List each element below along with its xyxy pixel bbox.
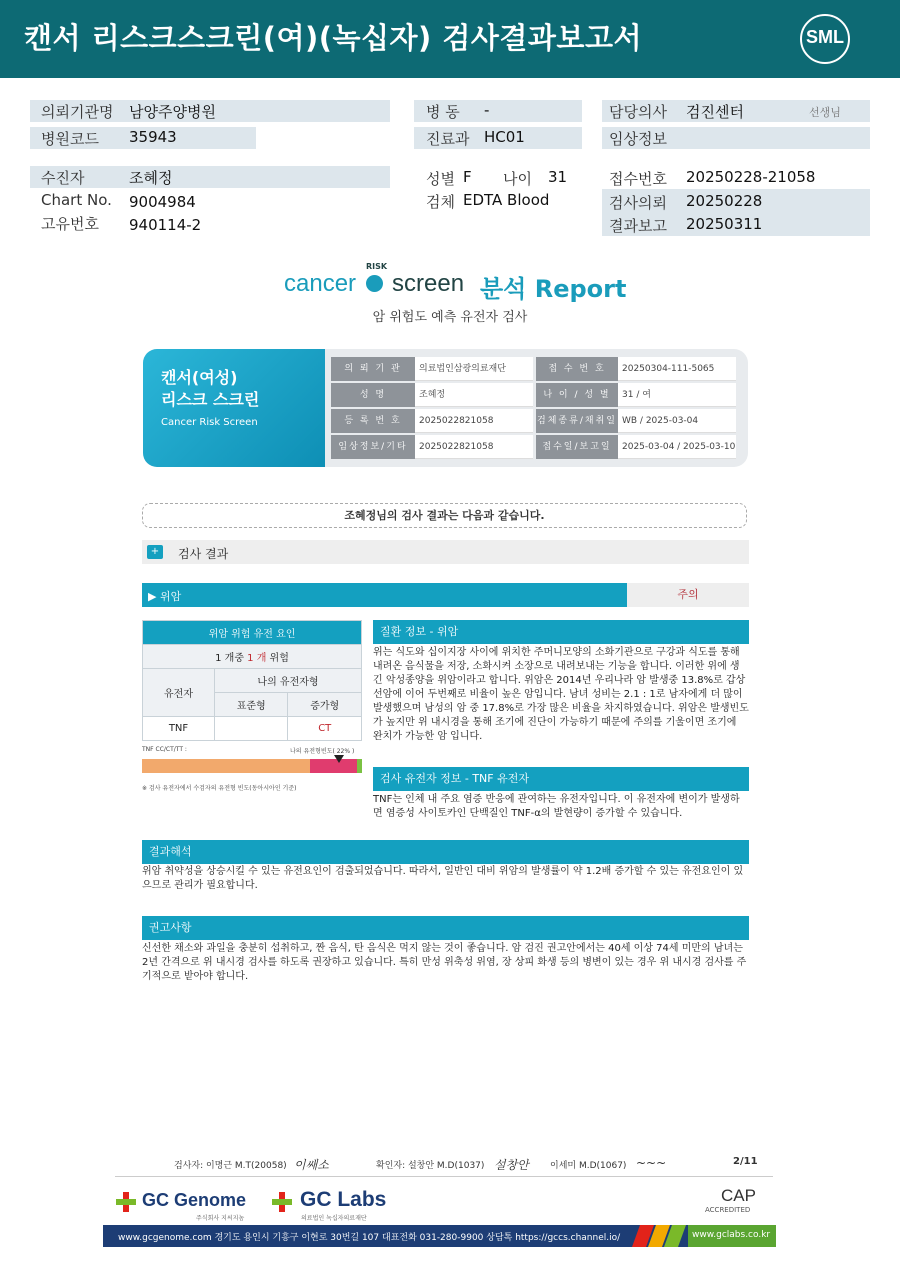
unique-label: 고유번호: [41, 215, 99, 233]
card-key: 접수일/보고일: [536, 435, 618, 459]
card-value: 조혜정: [415, 383, 533, 407]
ward-value: -: [484, 101, 490, 119]
brand-subtitle: 암 위험도 예측 유전자 검사: [372, 310, 528, 325]
examiner-signature: 이쌔소: [294, 1158, 329, 1172]
card-row: [331, 435, 736, 459]
brand-report: 분석 Report: [480, 275, 627, 303]
patient-name: 조혜정: [129, 169, 173, 187]
result-bar-label: ▶ 위암: [148, 590, 182, 603]
summary-card-title-panel: [143, 349, 325, 467]
gene-info-text: TNF는 인체 내 주요 염증 반응에 관여하는 유전자입니다. 이 유전자에 변이가 발생하면 염증성 사이토카인 단백질인 TNF-α의 발현량이 증가할 수 있습니다.: [373, 794, 740, 819]
footer-address: www.gcgenome.com 경기도 용인시 기흥구 이현로 30번길 107 대표전화 031-280-9900 상담톡 https://gccs.channel.io/: [118, 1233, 621, 1243]
table-row: [143, 717, 362, 741]
patient-label: 수진자: [41, 169, 85, 187]
sex-label: 성별: [426, 170, 455, 188]
freq-right-label: 나의 유전형빈도( 22% ): [290, 748, 355, 755]
ward-label: 병 동: [426, 103, 460, 121]
freq-marker-icon: [334, 755, 344, 763]
summary-suffix: 위험: [266, 653, 289, 664]
col-my-header: 나의 유전자형: [215, 669, 362, 693]
disease-info-text: 위는 식도와 십이지장 사이에 위치한 주머니모양의 소화기관으로 구강과 식도를 통해 내려온 음식물을 저장, 소화시켜 소장으로 내려보내는 기능을 합니다. 이러한 위에 생긴 악성종양을 위암이라고 합니다. 위암은 2014년 우리나라 암 발생중 13.8%로 갑상선암에 이어 두번째로 비율이 높은 암입니다. 남녀 성비는 2.1 : 1로 남자에게 더 많이 발생했으며 남성의 암 중 17.8%로 가장 많은 비율을 차지하였습니다. 위암은 발생빈도가 높지만 위 내시경을 통해 조기에 진단이 가능하기 때문에 주의를 기울이면 조기에 완치가 가능한 암 입니다.: [373, 647, 749, 742]
chart-value: 9004984: [129, 193, 196, 211]
gc-labs-name: GC Labs: [300, 1188, 387, 1211]
department-value: HC01: [484, 128, 525, 146]
card-value: 2025022821058: [415, 435, 533, 459]
freq-bar-end-segment: [357, 759, 362, 773]
card-title-line1: 캔서(여성): [161, 368, 238, 387]
examiner: 검사자: 이명근 M.T(20058): [174, 1161, 287, 1171]
inc-value: CT: [288, 717, 362, 741]
interpretation-text: 위암 취약성을 상승시킬 수 있는 유전요인이 검출되었습니다. 따라서, 일반인 대비 위암의 발생률이 약 1.2배 증가할 수 있는 유전요인이 있으므로 관리가 필요합니다.: [142, 866, 744, 891]
confirmer2-signature: ~~~: [636, 1156, 667, 1170]
department-label: 진료과: [426, 130, 470, 148]
cap-sub: ACCREDITED: [705, 1206, 751, 1214]
doctor-label: 담당의사: [609, 103, 667, 121]
hospital-code-value: 35943: [129, 128, 177, 146]
risk-table: [142, 620, 362, 741]
sml-logo-text: SML: [806, 27, 844, 47]
freq-bar: [142, 759, 362, 773]
gc-genome-sub: 주식회사 지씨지놈: [196, 1215, 245, 1222]
card-key: 성 명: [331, 383, 415, 407]
card-key: 검체종류/채취일: [536, 409, 618, 433]
specimen-label: 검체: [426, 193, 455, 211]
summary-count: 1 개: [247, 653, 267, 664]
result-status: 주의: [627, 583, 749, 607]
greeting-box: 조혜정님의 검사 결과는 다음과 같습니다.: [142, 503, 747, 528]
specimen-value: EDTA Blood: [463, 191, 550, 209]
gc-labs-sub: 의료법인 녹십자의료재단: [301, 1215, 367, 1222]
recommendation-text: 신선한 채소와 과일을 충분히 섭취하고, 짠 음식, 탄 음식은 먹지 않는 것이 좋습니다. 암 검진 권고안에서는 40세 이상 74세 미만의 남녀는 2년 간격으로 위 내시경 검사를 하도록 권장하고 있습니다. 특히 만성 위축성 위염, 장 상피 화생 등의 병변이 있는 경우 위 내시경 검사를 주기적으로 받아야 합니다.: [142, 943, 747, 982]
confirmer: 확인자: 설창안 M.D(1037): [376, 1161, 485, 1171]
age-label: 나이: [503, 170, 532, 188]
request-date-value: 20250228: [686, 192, 763, 210]
risk-table-summary: [143, 645, 362, 669]
chart-label: Chart No.: [41, 191, 112, 209]
page-number: 2/11: [733, 1156, 758, 1167]
card-row: [331, 409, 736, 433]
gc-genome-logo-icon: [116, 1192, 136, 1212]
institution-label: 의뢰기관명: [41, 103, 114, 121]
hospital-code-label: 병원코드: [41, 130, 99, 148]
report-date-value: 20250311: [686, 215, 763, 233]
gc-labs-logo-icon: [272, 1192, 292, 1212]
card-key: 임상정보/기타: [331, 435, 415, 459]
result-folder-icon: +: [147, 545, 163, 559]
col-std-header: 표준형: [215, 693, 288, 717]
card-value: 2025022821058: [415, 409, 533, 433]
card-key: 나 이 / 성 별: [536, 383, 618, 407]
footer-website: www.gclabs.co.kr: [692, 1230, 771, 1240]
cancer-risk-screen-brand: [284, 262, 627, 303]
card-title-line2: 리스크 스크린: [161, 390, 260, 409]
unique-value: 940114-2: [129, 216, 202, 234]
card-value: 31 / 여: [618, 383, 736, 407]
doctor-suffix: 선생님: [809, 106, 841, 119]
disease-info-title: 질환 정보 - 위암: [373, 620, 749, 644]
card-value: 의료법인삼광의료재단: [415, 357, 533, 381]
card-key: 의 뢰 기 관: [331, 357, 415, 381]
card-value: WB / 2025-03-04: [618, 409, 736, 433]
interpretation-title: 결과해석: [142, 840, 749, 864]
gene-name: TNF: [143, 717, 215, 741]
confirmer2: 이세미 M.D(1067): [550, 1161, 627, 1171]
card-value: 2025-03-04 / 2025-03-10: [618, 435, 736, 459]
section-header: [142, 540, 749, 564]
brand-screen: screen: [392, 270, 465, 297]
card-title-en: Cancer Risk Screen: [161, 417, 258, 428]
freq-note: ※ 검사 유전자에서 수검자의 유전형 빈도(동아시아인 기준): [142, 785, 297, 792]
result-bar: [142, 583, 627, 607]
summary-prefix: 1 개중: [215, 653, 248, 664]
clinical-info-label: 임상정보: [609, 130, 667, 148]
sex-value: F: [463, 168, 472, 186]
gc-genome-name: GC Genome: [142, 1190, 247, 1210]
card-row: [331, 357, 736, 381]
brand-risk: RISK: [366, 262, 388, 271]
risk-table-title: 위암 위험 유전 요인: [143, 621, 362, 645]
col-inc-header: 증가형: [288, 693, 362, 717]
request-date-label: 검사의뢰: [609, 194, 667, 212]
std-value: [215, 717, 288, 741]
freq-left-label: TNF CC/CT/TT :: [142, 746, 187, 753]
section-title: 검사 결과: [178, 547, 229, 561]
card-value: 20250304-111-5065: [618, 357, 736, 381]
brand-dot-icon: [366, 275, 383, 292]
cap-logo: CAP: [721, 1186, 756, 1205]
institution-value: 남양주양병원: [129, 103, 216, 121]
report-date-label: 결과보고: [609, 217, 667, 235]
report-title: 캔서 리스크스크린(여)(녹십자) 검사결과보고서: [24, 21, 642, 55]
receipt-value: 20250228-21058: [686, 168, 816, 186]
receipt-label: 접수번호: [609, 170, 667, 188]
summary-card-grid: [331, 357, 736, 459]
age-value: 31: [548, 168, 568, 186]
col-gene-header: 유전자: [143, 669, 215, 717]
card-key: 등 록 번 호: [331, 409, 415, 433]
brand-cancer: cancer: [284, 270, 357, 297]
footer-divider: [115, 1176, 773, 1177]
gene-info-title: 검사 유전자 정보 - TNF 유전자: [373, 767, 749, 791]
recommendation-title: 권고사항: [142, 916, 749, 940]
card-row: [331, 383, 736, 407]
card-key: 접 수 번 호: [536, 357, 618, 381]
doctor-value: 검진센터: [686, 103, 744, 121]
confirmer-signature: 설창안: [494, 1158, 529, 1172]
